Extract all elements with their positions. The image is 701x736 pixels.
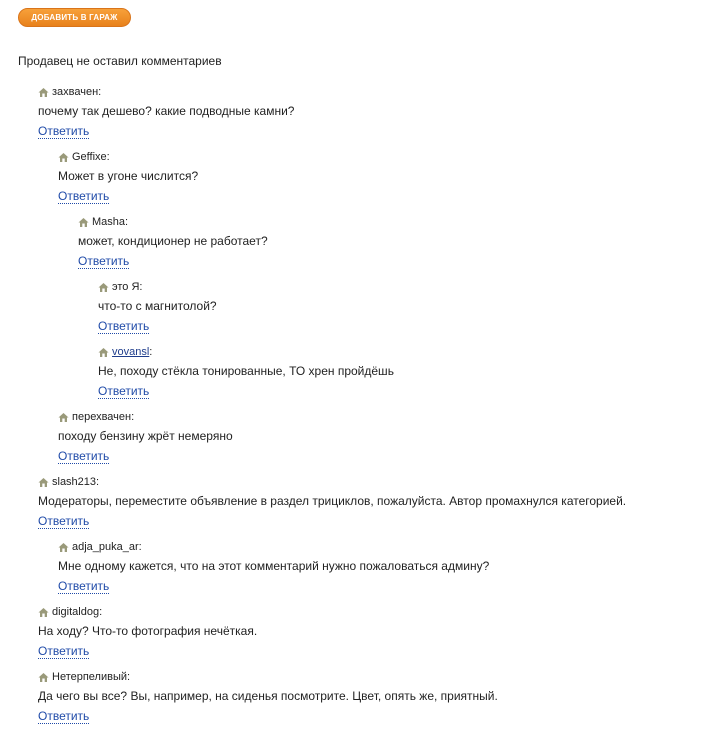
home-icon	[98, 282, 109, 293]
comment	[0, 86, 701, 151]
reply-link[interactable]: Ответить	[58, 449, 110, 463]
reply-link[interactable]: Ответить	[98, 384, 150, 398]
home-icon	[58, 542, 69, 553]
reply-link[interactable]: Ответить	[98, 319, 150, 333]
comment-text: Не, походу стёкла тонированные, ТО хрен пройдёшь	[98, 364, 394, 378]
comment-header	[78, 216, 128, 228]
home-icon	[38, 477, 49, 488]
comment-text: может, кондиционер не работает?	[78, 234, 268, 248]
comment-author: Нетерпеливый:	[52, 671, 131, 683]
comment	[0, 671, 701, 736]
add-to-garage-button[interactable]: ДОБАВИТЬ В ГАРАЖ	[18, 8, 131, 27]
comment	[0, 151, 701, 216]
comment-header	[58, 541, 142, 553]
comment-text: Может в угоне числится?	[58, 169, 199, 183]
comment-text: Модераторы, переместите объявление в раздел трициклов, пожалуйста. Автор промахнулся категорией.	[38, 494, 627, 508]
reply-link[interactable]: Ответить	[38, 644, 90, 658]
home-icon	[58, 412, 69, 423]
comment-header	[38, 86, 101, 98]
comment-author: Geffixe:	[72, 151, 110, 163]
comment	[0, 346, 701, 411]
comment	[0, 606, 701, 671]
home-icon	[58, 152, 69, 163]
comment-text: что-то с магнитолой?	[98, 299, 217, 313]
seller-comment-note: Продавец не оставил комментариев	[18, 54, 222, 68]
comment-header	[38, 476, 99, 488]
comment-header	[58, 151, 110, 163]
reply-link[interactable]: Ответить	[38, 124, 90, 138]
comment-text: Мне одному кажется, что на этот комментарий нужно пожаловаться админу?	[58, 559, 490, 573]
comment-text: Да чего вы все? Вы, например, на сиденья посмотрите. Цвет, опять же, приятный.	[38, 689, 498, 703]
comment-text: почему так дешево? какие подводные камни?	[38, 104, 295, 118]
comment-header	[98, 346, 152, 358]
comment-author: digitaldog:	[52, 606, 103, 618]
comment	[0, 476, 701, 541]
home-icon	[78, 217, 89, 228]
comment-text: походу бензину жрёт немеряно	[58, 429, 233, 443]
comment-author: это Я:	[112, 281, 143, 293]
comment-author: Masha:	[92, 216, 129, 228]
comment	[0, 281, 701, 346]
comment-text: На ходу? Что-то фотография нечёткая.	[38, 624, 258, 638]
comment-author: перехвачен:	[72, 411, 135, 423]
home-icon	[38, 607, 49, 618]
reply-link[interactable]: Ответить	[38, 514, 90, 528]
comment-header	[98, 281, 142, 293]
author-suffix: :	[149, 346, 153, 358]
comment-author: захвачен:	[52, 86, 102, 98]
comment-header	[38, 606, 102, 618]
comment-header	[38, 671, 130, 683]
reply-link[interactable]: Ответить	[58, 579, 110, 593]
home-icon	[98, 347, 109, 358]
reply-link[interactable]: Ответить	[78, 254, 130, 268]
reply-link[interactable]: Ответить	[58, 189, 110, 203]
comment	[0, 216, 701, 281]
home-icon	[38, 672, 49, 683]
reply-link[interactable]: Ответить	[38, 709, 90, 723]
comment	[0, 541, 701, 606]
comment-author: adja_puka_ar:	[72, 541, 142, 553]
comment-header	[58, 411, 134, 423]
home-icon	[38, 87, 49, 98]
comment-author: slash213:	[52, 476, 100, 488]
comment	[0, 411, 701, 476]
comments-thread	[0, 86, 701, 736]
comment-author-link[interactable]: vovansl	[112, 346, 150, 358]
